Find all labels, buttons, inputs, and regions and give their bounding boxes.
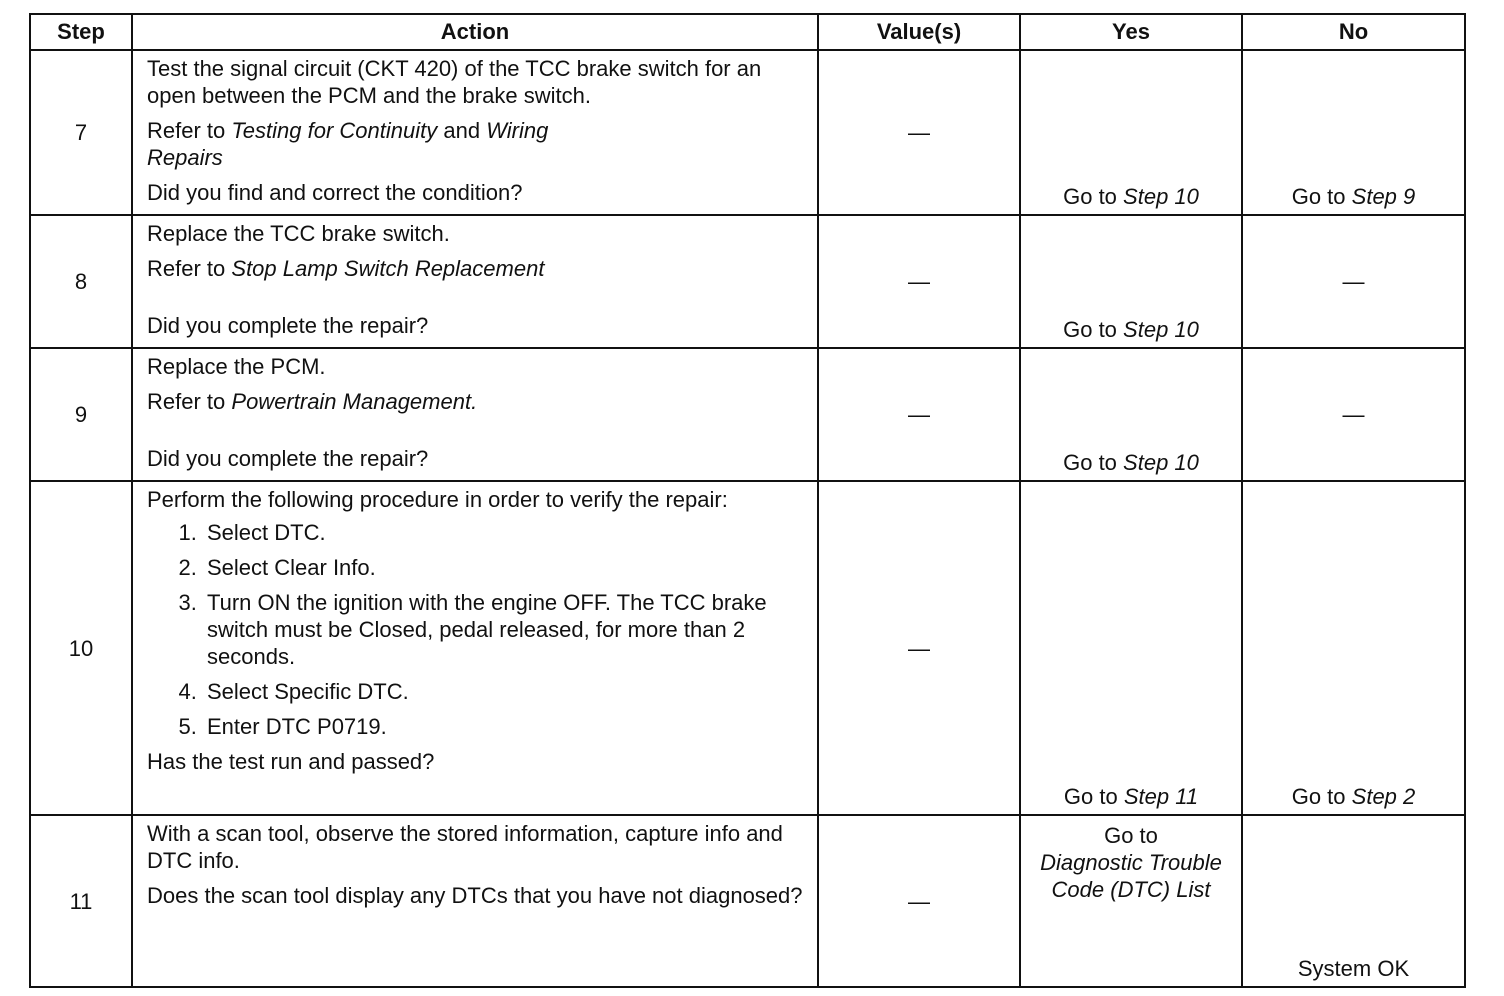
value-cell [818,815,1020,987]
step-number: 10 [30,481,132,815]
list-item: 4. Select Specific DTC. [203,678,803,705]
value-dash: — [908,269,930,294]
action-question: Did you find and correct the condition? [147,180,523,205]
reference-link[interactable]: Testing for Continuity [231,118,438,143]
action-cell [132,348,818,481]
diagnostic-table [29,13,1466,988]
action-text: With a scan tool, observe the stored information, capture info and DTC info. [147,821,783,873]
list-item: 5. Enter DTC P0719. [203,713,803,740]
step-number: 9 [30,348,132,481]
no-cell [1242,215,1465,348]
header-yes: Yes [1020,14,1242,50]
header-no: No [1242,14,1465,50]
goto-step-link[interactable]: Step 10 [1123,184,1199,209]
value-dash: — [1342,269,1365,294]
value-dash: — [1342,402,1365,427]
value-dash: — [908,402,930,427]
yes-cell: Go to Step 10 [1020,348,1242,481]
header-step: Step [30,14,132,50]
value-dash: — [908,120,930,145]
table-row [30,815,1465,987]
step-number: 11 [30,815,132,987]
action-text: Replace the TCC brake switch. [147,221,450,246]
refer-text: Refer to Testing for Continuity and Wiring Repairs [147,118,549,170]
table-row [30,50,1465,215]
no-cell [1242,815,1465,987]
action-cell [132,481,818,815]
value-dash: — [908,888,930,914]
header-row [30,14,1465,50]
goto-dtc-list-link[interactable]: Diagnostic Trouble Code (DTC) List [1040,850,1222,902]
header-action: Action [132,14,818,50]
refer-text: Refer to Powertrain Management. [147,389,478,414]
action-text: Replace the PCM. [147,354,326,379]
step-number: 8 [30,215,132,348]
step-number: 7 [30,50,132,215]
no-cell: Go to Step 2 [1242,481,1465,815]
value-cell [818,215,1020,348]
action-cell [132,215,818,348]
goto-step-link[interactable]: Step 2 [1351,784,1416,809]
no-cell: Go to Step 9 [1242,50,1465,215]
action-question: Did you complete the repair? [147,446,429,471]
table-row [30,481,1465,815]
value-cell [818,348,1020,481]
value-cell [818,481,1020,815]
reference-link[interactable]: Wiring Repairs [147,118,549,170]
goto-step-link[interactable]: Step 11 [1123,784,1199,809]
value-cell [818,50,1020,215]
list-item: 2. Select Clear Info. [203,554,803,581]
yes-cell: Go to Step 10 [1020,50,1242,215]
no-cell [1242,348,1465,481]
goto-step-link[interactable]: Step 10 [1123,450,1199,475]
table-row [30,215,1465,348]
header-values: Value(s) [818,14,1020,50]
goto-step-link[interactable]: Step 9 [1351,184,1416,209]
yes-cell: Go to Step 11 [1020,481,1242,815]
action-cell [132,50,818,215]
procedure-list [147,519,803,740]
action-question: Does the scan tool display any DTCs that you have not diagnosed? [147,883,803,908]
list-item: 3. Turn ON the ignition with the engine OFF. The TCC brake switch must be Closed, pedal released, for more than 2 seconds. [203,589,803,670]
system-ok-text: System OK [1297,956,1410,981]
reference-link[interactable]: Stop Lamp Switch Replacement [231,256,545,281]
action-question: Has the test run and passed? [147,749,435,774]
table-row [30,348,1465,481]
goto-step-link[interactable]: Step 10 [1123,317,1199,342]
reference-link[interactable]: Powertrain Management. [231,389,478,414]
action-text: Perform the following procedure in order to verify the repair: [147,487,728,512]
refer-text: Refer to Stop Lamp Switch Replacement [147,256,545,281]
yes-cell: Go to Diagnostic Trouble Code (DTC) List [1020,815,1242,987]
action-question: Did you complete the repair? [147,313,429,338]
action-cell [132,815,818,987]
action-text: Test the signal circuit (CKT 420) of the TCC brake switch for an open between the PCM and the brake switch. [147,56,762,108]
yes-cell: Go to Step 10 [1020,215,1242,348]
value-dash: — [908,635,930,661]
list-item: 1. Select DTC. [203,519,803,546]
